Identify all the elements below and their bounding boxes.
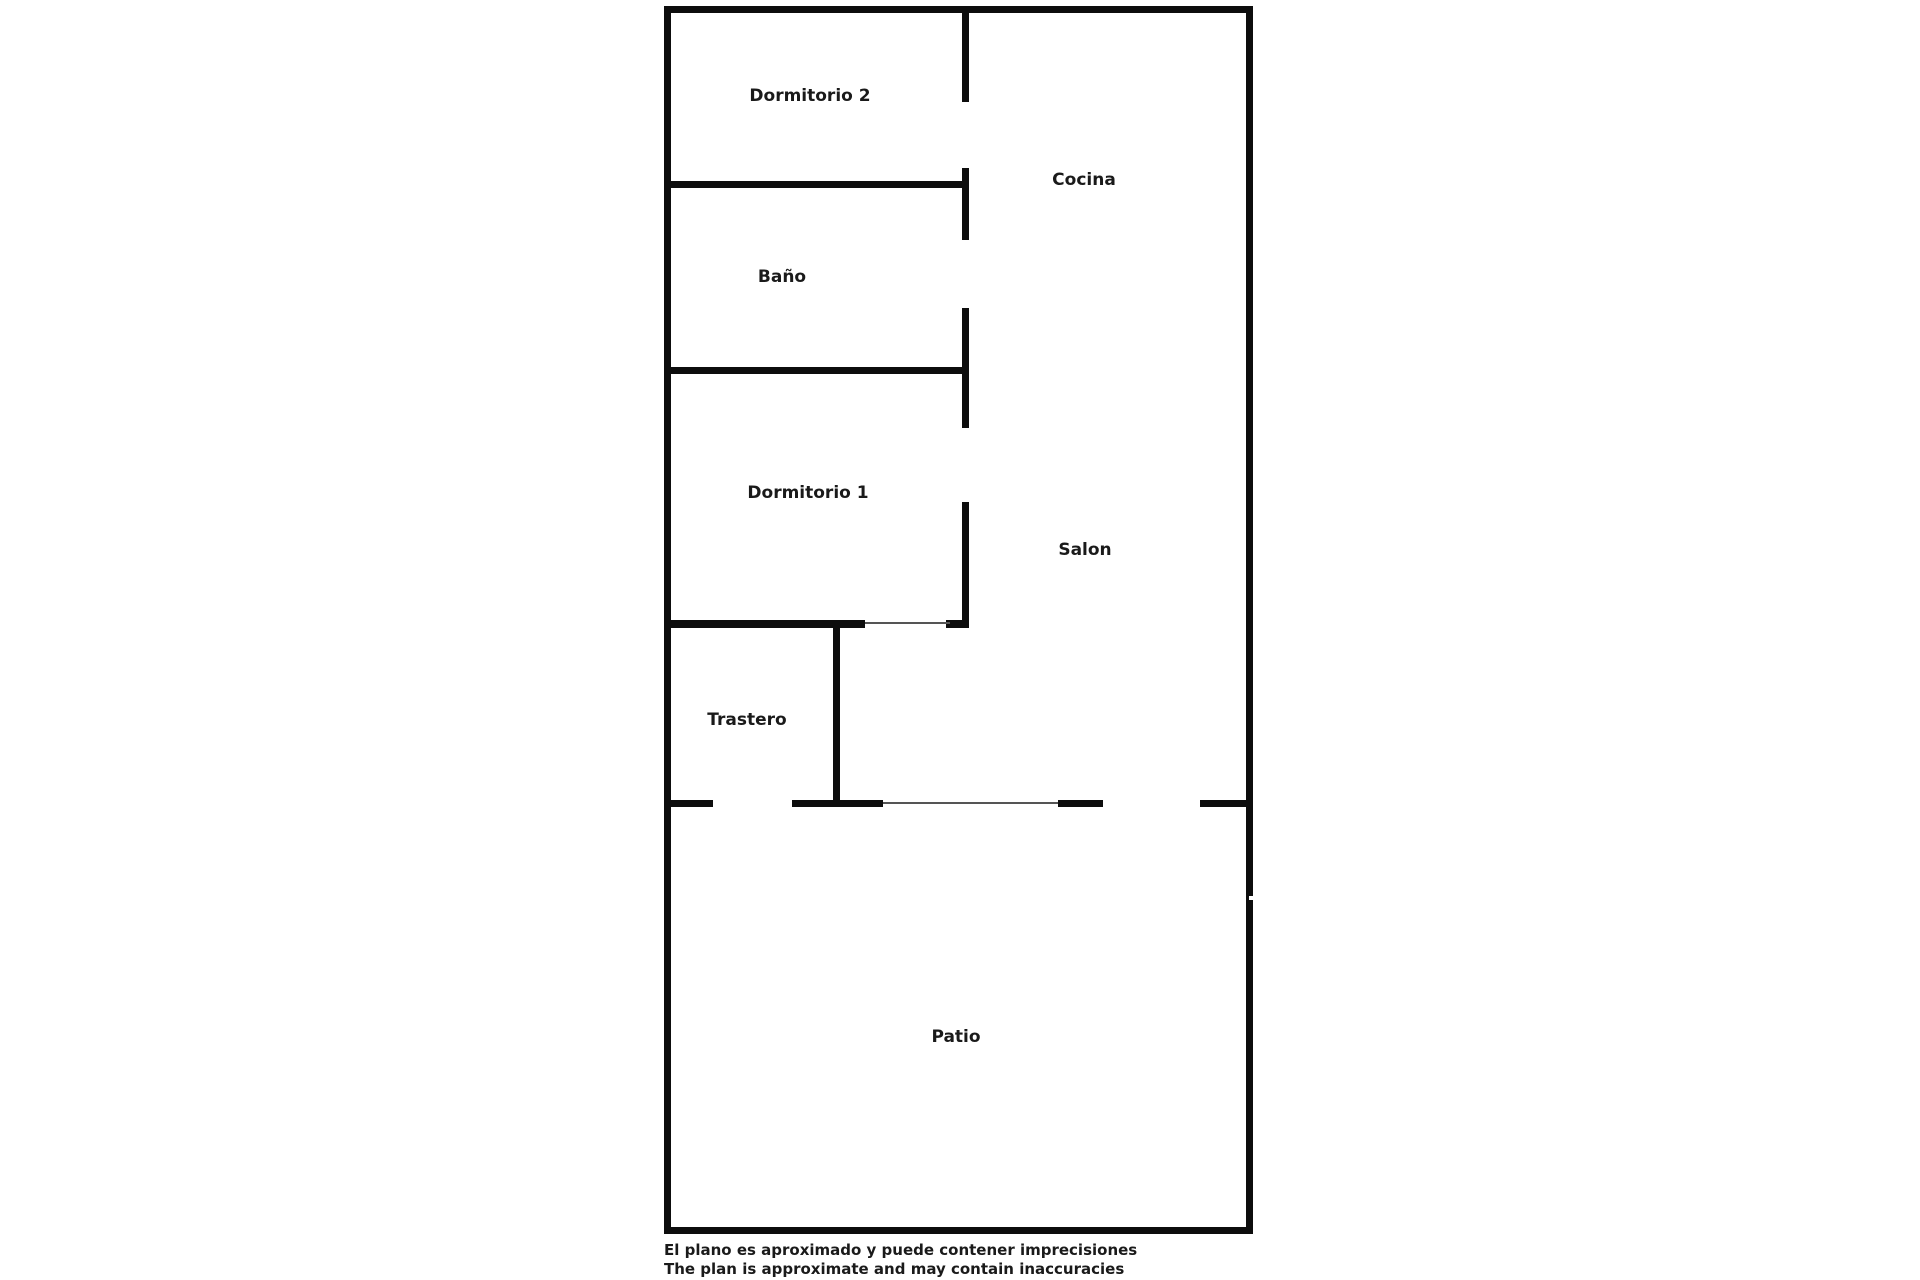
- room-label-salon: Salon: [1058, 540, 1112, 560]
- door-line-dormitorio-1: [865, 622, 950, 624]
- disclaimer-line-en: The plan is approximate and may contain inaccuracies: [664, 1260, 1125, 1278]
- wall-patio-top-b: [792, 800, 883, 807]
- wall-patio-top-d: [1200, 800, 1253, 807]
- wall-patio-top-c: [1058, 800, 1103, 807]
- room-label-cocina: Cocina: [1052, 170, 1116, 190]
- room-label-patio: Patio: [931, 1027, 981, 1047]
- outer-wall-top: [664, 6, 1253, 13]
- disclaimer-line-es: El plano es aproximado y puede contener imprecisiones: [664, 1241, 1138, 1259]
- divider-bano-salon: [962, 308, 969, 428]
- divider-cocina-stub-upper: [962, 168, 969, 240]
- outer-wall-bottom: [664, 1227, 1253, 1234]
- outer-wall-right: [1246, 6, 1253, 1234]
- wall-patio-top-a: [664, 800, 713, 807]
- room-label-trastero: Trastero: [707, 710, 787, 730]
- wall-trastero-right: [833, 620, 840, 807]
- divider-dorm1-salon: [962, 502, 969, 628]
- room-label-dormitorio-2: Dormitorio 2: [749, 86, 871, 106]
- wall-bano-dorm1: [664, 367, 962, 374]
- divider-dorm2-cocina: [962, 6, 969, 102]
- disclaimer: [664, 1241, 1137, 1279]
- right-wall-notch: [1249, 896, 1253, 900]
- wall-dorm2-bano: [664, 181, 962, 188]
- room-label-bano: Baño: [757, 267, 807, 287]
- room-label-dormitorio-1: Dormitorio 1: [747, 483, 869, 503]
- door-line-salon-patio: [883, 802, 1058, 804]
